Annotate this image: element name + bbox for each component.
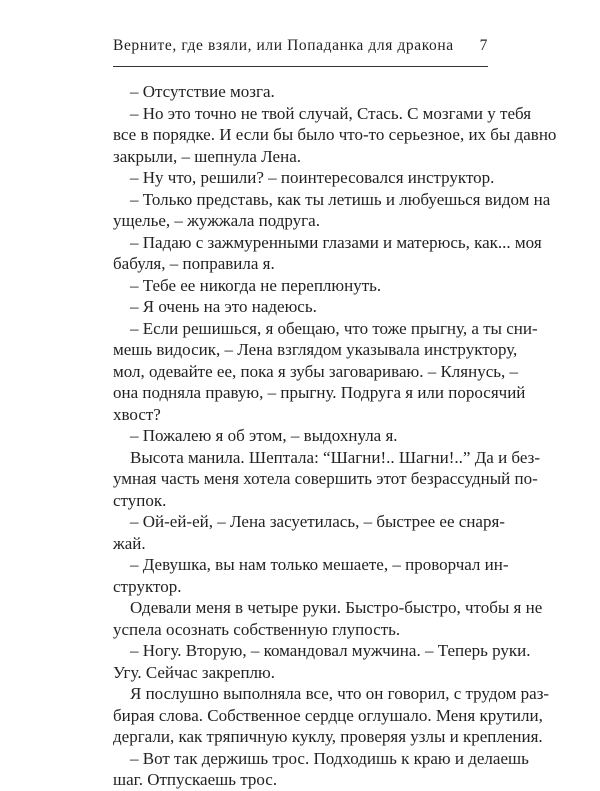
text-line: – Отсутствие мозга. [130,82,275,101]
text-line: Одевали меня в четыре руки. Быстро-быстро, чтобы я не [130,598,543,617]
running-head [113,34,488,58]
text-line: – Если решишься, я обещаю, что тоже прыгну, а ты сни- [130,318,538,338]
text-line: Я послушно выполняла все, что он говорил, с трудом раз- [130,684,550,703]
text-line: – Но это точно не твой случай, Стась. С мозгами у тебя [130,103,532,123]
text-line: – Девушка, вы нам только мешаете, – проворчал ин- [130,555,509,574]
text-line: шаг. Отпускаешь трос. [113,770,278,789]
text-line: – Только представь, как ты летишь и любуешься видом на [130,189,551,209]
header-rule [113,66,488,67]
book-title: Верните, где взяли, или Попаданка для дракона [113,37,454,54]
text-line: Высота манила. Шептала: “Шагни!.. Шагни!..” Да и без- [130,447,540,467]
text-line: – Ногу. Вторую, – командовал мужчина. – Теперь руки. [130,641,531,660]
text-line: мешь видосик, – Лена взглядом указывала инструктору, [113,340,518,359]
text-line: – Тебе ее никогда не переплюнуть. [130,275,382,295]
text-line: структор. [113,576,182,596]
text-line: – Я очень на это надеюсь. [130,297,317,316]
text-line: дергали, как тряпичную куклу, проверяя узлы и крепления. [113,727,543,746]
page-body [113,81,557,791]
text-line: бирая слова. Собственное сердце оглушало. Меня крутили, [113,705,543,725]
text-line: – Вот так держишь трос. Подходишь к краю и делаешь [130,748,529,768]
text-line: жай. [113,533,146,553]
text-line: – Ну что, решили? – поинтересовался инструктор. [130,168,495,187]
text-line: хвост? [113,404,161,424]
text-line: все в порядке. И если бы было что-то серьезное, их бы давно [113,125,557,144]
page-number: 7 [479,37,488,54]
text-line: ущелье, – жужжала подруга. [113,211,320,230]
text-line: бабуля, – поправила я. [113,254,275,273]
text-line: мол, одевайте ее, пока я зубы заговариваю. – Клянусь, – [113,361,518,381]
text-line: – Ой-ей-ей, – Лена засуетилась, – быстрее ее снаря- [130,512,505,531]
text-line: ступок. [113,490,167,510]
text-line: она подняла правую, – прыгну. Подруга я или поросячий [113,383,526,402]
text-line: успела осознать собственную глупость. [113,619,401,639]
text-line: Угу. Сейчас закреплю. [113,662,275,682]
text-line: закрыли, – шепнула Лена. [113,146,301,166]
text-line: умная часть меня хотела совершить этот безрассудный по- [113,469,538,488]
text-line: – Падаю с зажмуренными глазами и матерюсь, как... моя [130,232,542,252]
text-line: – Пожалею я об этом, – выдохнула я. [130,426,398,445]
